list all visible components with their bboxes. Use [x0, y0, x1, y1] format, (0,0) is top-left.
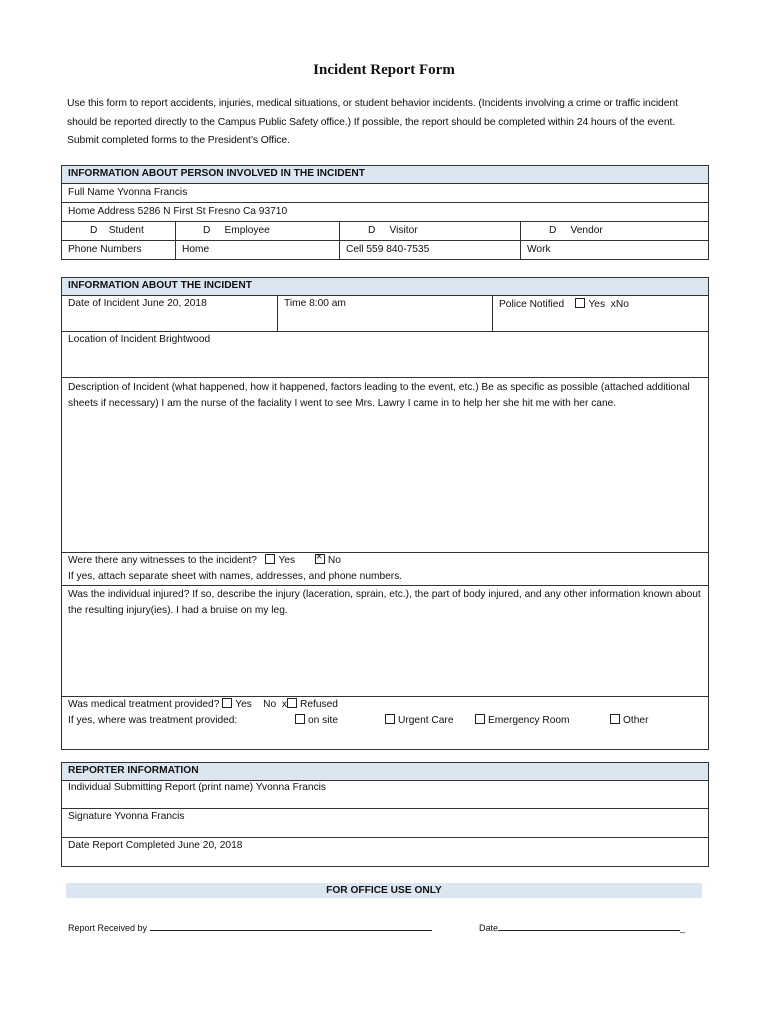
witness-no-checkbox[interactable] [315, 554, 325, 564]
police-notified-label: Police Notified [499, 299, 565, 310]
office-date-line[interactable] [498, 921, 680, 931]
where-question: If yes, where was treatment provided: [68, 715, 238, 726]
incident-section [61, 277, 709, 750]
phone-row [62, 240, 708, 259]
where-urgent-care[interactable]: Urgent Care [385, 713, 454, 729]
person-section [61, 165, 709, 260]
date-time-row [62, 295, 708, 331]
where-other[interactable]: Other [610, 713, 648, 729]
form-title: Incident Report Form [313, 62, 455, 78]
reporter-section [61, 762, 709, 867]
type-student[interactable]: D Student [90, 225, 144, 236]
type-employee[interactable]: D Employee [175, 222, 339, 240]
incident-time-field[interactable]: Time 8:00 am [277, 296, 492, 331]
reporter-header: REPORTER INFORMATION [62, 763, 708, 780]
medical-row: Was medical treatment provided? Yes No x Refused If yes, where was treatment provided: on site Urgent Care Emergency Room Other [62, 696, 708, 749]
where-emergency-room[interactable]: Emergency Room [475, 713, 570, 729]
type-visitor[interactable]: D Visitor [339, 222, 520, 240]
submitter-name-field[interactable]: Individual Submitting Report (print name) Yvonna Francis [62, 780, 708, 808]
witness-note: If yes, attach separate sheet with names, addresses, and phone numbers. [68, 571, 403, 582]
witness-row: Were there any witnesses to the incident? Yes × No If yes, attach separate sheet with names, addresses, and phone numbers. [62, 552, 708, 585]
police-notified: Police Notified Yes xNo [492, 296, 708, 331]
office-date: Date _ [479, 923, 686, 933]
police-no-option[interactable]: xNo [610, 299, 629, 310]
person-type-row [62, 221, 708, 240]
medical-question: Was medical treatment provided? [68, 699, 220, 710]
location-field[interactable]: Location of Incident Brightwood [62, 331, 708, 377]
incident-date-field[interactable]: Date of Incident June 20, 2018 [68, 298, 207, 309]
full-name-field[interactable]: Full Name Yvonna Francis [62, 183, 708, 202]
medical-yes-checkbox[interactable] [222, 698, 232, 708]
where-onsite[interactable]: on site [295, 713, 338, 729]
intro-text: Use this form to report accidents, injuries, medical situations, or student behavior incidents. (Incidents involving a crime or traffic incident should be reported directly to the Campus Public Safety office.) If possible, the report should be completed within 24 hours of the event. Submit completed forms to the President’s Office. [67, 98, 678, 146]
incident-header: INFORMATION ABOUT THE INCIDENT [62, 278, 708, 295]
injury-field[interactable]: Was the individual injured? If so, describe the injury (laceration, sprain, etc.), the part of body injured, and any other information known about the resulting injury(ies). I had a bruise on my leg. [62, 585, 708, 696]
date-completed-field[interactable]: Date Report Completed June 20, 2018 [62, 837, 708, 866]
person-header: INFORMATION ABOUT PERSON INVOLVED IN THE INCIDENT [62, 166, 708, 183]
office-use-header: FOR OFFICE USE ONLY [66, 883, 702, 898]
medical-refused-checkbox[interactable] [287, 698, 297, 708]
home-address-field[interactable]: Home Address 5286 N First St Fresno Ca 93710 [62, 202, 708, 221]
report-received-by: Report Received by [68, 921, 432, 933]
phone-label: Phone Numbers [68, 244, 142, 255]
police-yes-checkbox[interactable] [575, 298, 585, 308]
witness-question: Were there any witnesses to the incident? [68, 555, 257, 566]
type-vendor[interactable]: D Vendor [520, 222, 708, 240]
description-field[interactable]: Description of Incident (what happened, how it happened, factors leading to the event, etc.) Be as specific as possible (attached additional sheets if necessary) I am the nurse of the faciality I went to see Mrs. Lawry I came in to help her she hit me with her cane. [62, 377, 708, 552]
signature-field[interactable]: Signature Yvonna Francis [62, 808, 708, 837]
phone-home-field[interactable]: Home [175, 241, 339, 259]
phone-cell-field[interactable]: Cell 559 840-7535 [339, 241, 520, 259]
phone-work-field[interactable]: Work [520, 241, 708, 259]
report-received-line[interactable] [150, 921, 432, 931]
witness-yes-checkbox[interactable] [265, 554, 275, 564]
